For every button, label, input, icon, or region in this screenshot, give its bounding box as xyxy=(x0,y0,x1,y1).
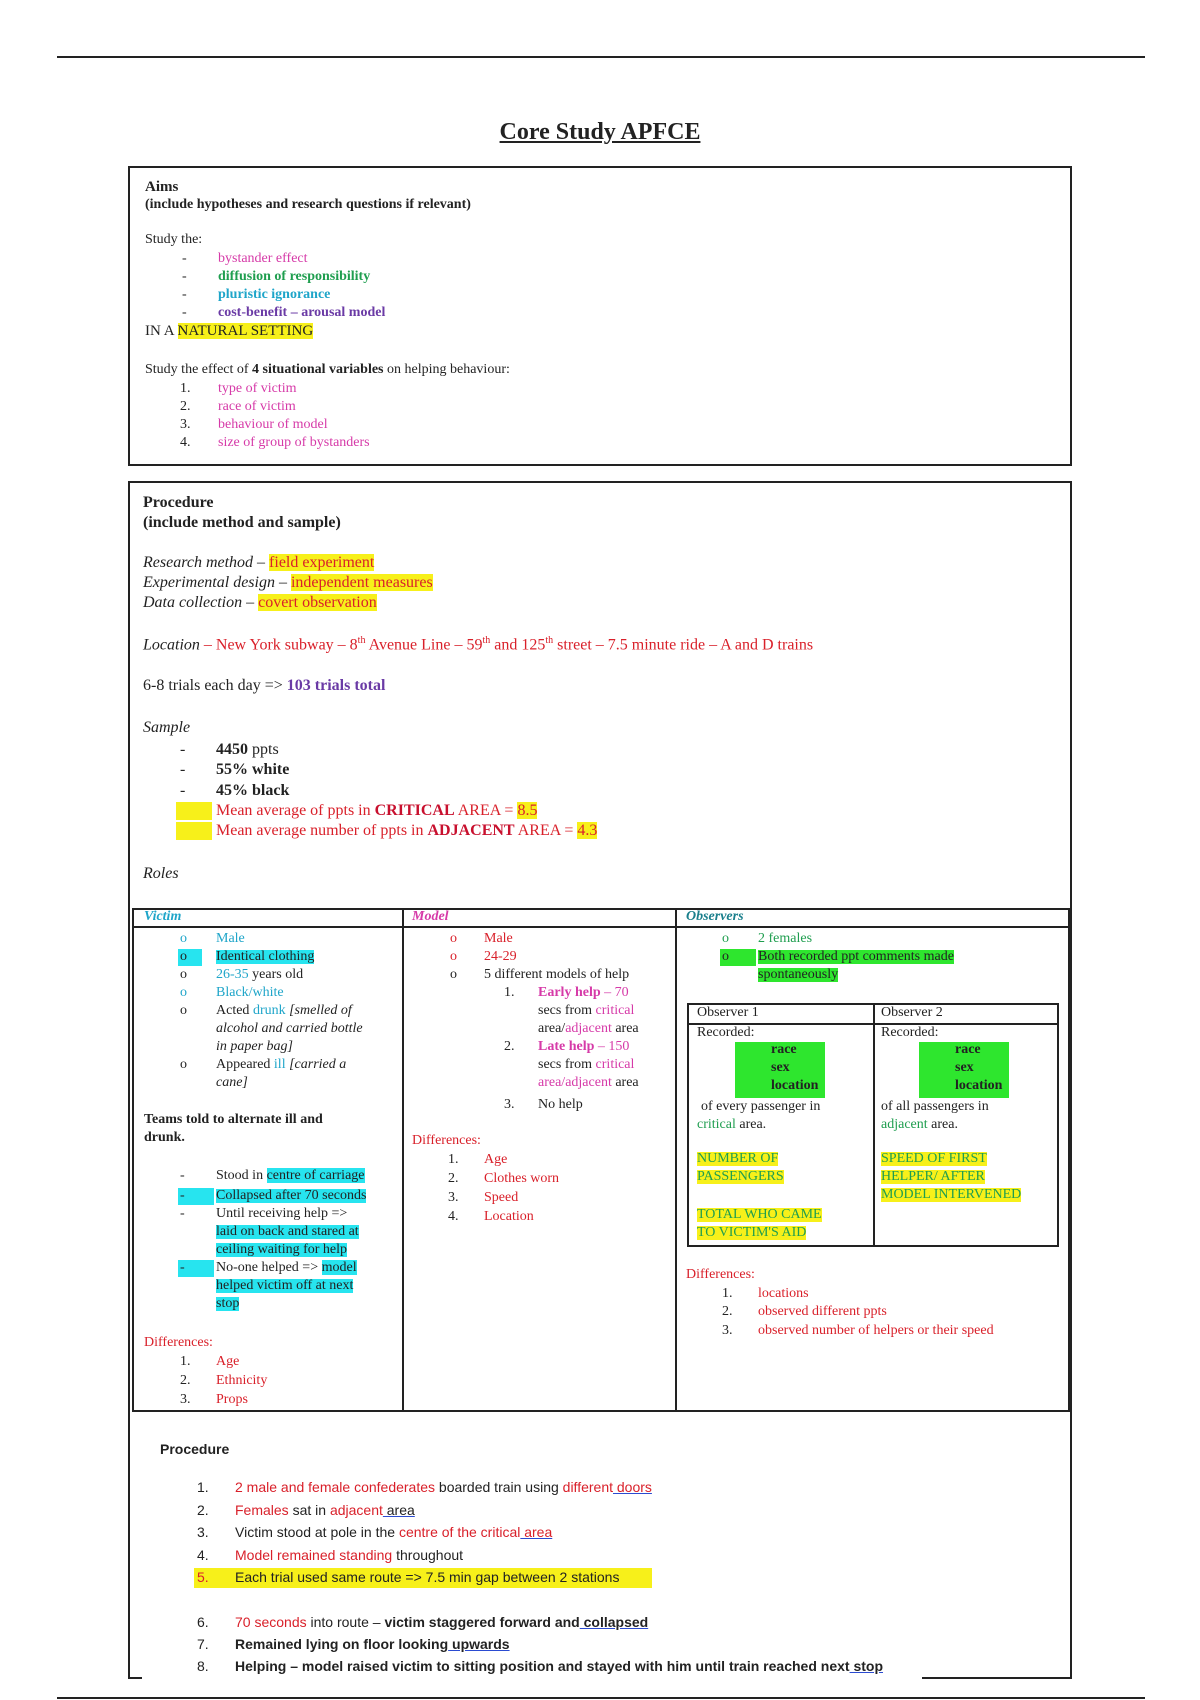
observers-diff-item: locations xyxy=(758,1286,809,1301)
model-diff-item: Clothes worn xyxy=(484,1171,560,1186)
sample-black: 45% black xyxy=(216,782,290,799)
procedure-heading: Procedure xyxy=(143,494,214,511)
model-diff-label: Differences: xyxy=(412,1133,481,1148)
observer1-measure: TOTAL WHO CAME xyxy=(697,1207,822,1222)
teams-line: drunk. xyxy=(144,1130,185,1145)
observer2-measure: SPEED OF FIRST xyxy=(881,1151,987,1166)
observers-bullet: 2 females xyxy=(758,931,813,946)
observer1-record-item: sex xyxy=(771,1060,790,1075)
model-late-cont: secs from critical xyxy=(538,1057,635,1072)
observer1-measure: PASSENGERS xyxy=(697,1169,784,1184)
observers-header: Observers xyxy=(686,909,744,924)
data-collection: Data collection – covert observation xyxy=(143,594,377,611)
observer-table xyxy=(687,1003,1059,1247)
bottom-rule xyxy=(57,1697,1145,1699)
observer2-recorded: Recorded: xyxy=(881,1025,939,1040)
teams-line: Teams told to alternate ill and xyxy=(144,1112,323,1127)
model-bullet: 24-29 xyxy=(484,949,517,964)
observer1-measure: NUMBER OF xyxy=(697,1151,779,1166)
model-early: Early help – 70 xyxy=(538,985,629,1000)
aim-item: pluristic ignorance xyxy=(218,287,331,302)
victim-collapsed: Collapsed after 70 seconds xyxy=(216,1188,367,1203)
aims-heading: Aims xyxy=(145,179,179,195)
procedure-step: Females sat in adjacent area xyxy=(235,1502,415,1518)
aims-study-the: Study the: xyxy=(145,232,203,247)
victim-appeared: Appeared ill [carried a xyxy=(216,1057,347,1072)
victim-header: Victim xyxy=(144,909,182,924)
model-nohelp: No help xyxy=(538,1097,583,1112)
victim-diff-label: Differences: xyxy=(144,1335,213,1350)
observer2-measure: MODEL INTERVENED xyxy=(881,1187,1022,1202)
victim-bullet: Black/white xyxy=(216,985,284,1000)
top-rule xyxy=(57,56,1145,58)
victim-stood: Stood in centre of carriage xyxy=(216,1168,365,1183)
victim-noone: No-one helped => model xyxy=(216,1260,357,1275)
variable-item: size of group of bystanders xyxy=(218,435,370,450)
victim-appeared-cont: cane] xyxy=(216,1075,248,1090)
observer1-measure: TO VICTIM'S AID xyxy=(697,1225,807,1240)
victim-diff-item: Ethnicity xyxy=(216,1373,268,1388)
victim-acted: Acted drunk [smelled of xyxy=(216,1003,352,1018)
aim-item: cost-benefit – arousal model xyxy=(218,305,386,320)
variable-item: race of victim xyxy=(218,399,296,414)
observers-diff-item: observed different ppts xyxy=(758,1304,887,1319)
procedure-step: Remained lying on floor looking upwards xyxy=(235,1636,510,1652)
victim-acted-cont: alcohol and carried bottle xyxy=(216,1021,363,1036)
variables-intro: Study the effect of 4 situational variables on helping behaviour: xyxy=(145,362,510,377)
victim-bullet: Identical clothing xyxy=(216,949,315,964)
model-late-cont: area/adjacent area xyxy=(538,1075,639,1090)
observer2-record-item: sex xyxy=(955,1060,974,1075)
observer1-header: Observer 1 xyxy=(697,1005,759,1020)
aim-item: bystander effect xyxy=(218,251,308,266)
procedure-step: 70 seconds into route – victim staggered forward and collapsed xyxy=(235,1614,649,1630)
procedure-step: Model remained standing throughout xyxy=(235,1547,464,1563)
variable-item: behaviour of model xyxy=(218,417,328,432)
observer1-record-item: race xyxy=(771,1042,797,1057)
sample-label: Sample xyxy=(143,719,191,736)
observers-bullet-cont: spontaneously xyxy=(758,967,839,982)
model-diff-item: Speed xyxy=(484,1190,519,1205)
victim-age: 26-35 years old xyxy=(216,967,304,982)
page-title: Core Study APFCE xyxy=(499,119,701,145)
victim-until-cont: ceiling waiting for help xyxy=(216,1242,348,1257)
observers-diff-item: observed number of helpers or their speed xyxy=(758,1323,994,1338)
procedure-step: Helping – model raised victim to sitting position and stayed with him until train reached next stop xyxy=(235,1658,884,1674)
aim-item: diffusion of responsibility xyxy=(218,269,371,284)
model-early-cont: secs from critical xyxy=(538,1003,635,1018)
trials-line: 6-8 trials each day => 103 trials total xyxy=(143,677,386,694)
victim-bullet: Male xyxy=(216,931,245,946)
observers-bullet: Both recorded ppt comments made xyxy=(758,949,954,964)
procedure-subheading: (include method and sample) xyxy=(143,514,341,531)
procedure-step: Victim stood at pole in the centre of the critical area xyxy=(235,1524,553,1540)
location-line: Location – New York subway – 8th Avenue Line – 59th and 125th street – 7.5 minute ride – A and D trains xyxy=(143,635,814,654)
procedure-step: 2 male and female confederates boarded train using different doors xyxy=(235,1479,652,1495)
victim-noone-cont: helped victim off at next xyxy=(216,1278,354,1293)
natural-setting-line: IN A NATURAL SETTING xyxy=(145,323,314,339)
adjacent-area-mean: Mean average number of ppts in ADJACENT AREA = 4.3 xyxy=(216,822,598,839)
observer2-header: Observer 2 xyxy=(881,1005,943,1020)
model-early-cont: area/adjacent area xyxy=(538,1021,639,1036)
victim-until: Until receiving help => xyxy=(216,1206,348,1221)
observer1-record-item: location xyxy=(771,1078,819,1093)
procedure-box: Procedure (include method and sample) Research method – field experiment Experimental design – independent measures Data collection – covert observation Location – New York subway – 8th Avenue Line – 59th and 125th street – 7.5 minute ride – A and D trains 6-8 trials each day => 103 trials total Sample - 4450 ppts - 55% white - 45% black Mean average of ppts in CRITICAL AREA = 8.5 Mean average number of ppts in ADJACENT AREA = 4.3 Roles xyxy=(128,481,1072,1679)
critical-area-mean: Mean average of ppts in CRITICAL AREA = 8.5 xyxy=(216,802,538,819)
procedure-steps-heading: Procedure xyxy=(160,1441,230,1457)
model-late: Late help – 150 xyxy=(538,1039,630,1054)
observer1-of: of every passenger in xyxy=(701,1099,821,1114)
observer2-record-item: location xyxy=(955,1078,1003,1093)
procedure-step: Each trial used same route => 7.5 min gap between 2 stations xyxy=(235,1569,620,1585)
research-method: Research method – field experiment xyxy=(143,554,375,571)
victim-diff-item: Props xyxy=(216,1392,248,1407)
observer2-of: of all passengers in xyxy=(881,1099,989,1114)
model-bullet: 5 different models of help xyxy=(484,967,630,982)
victim-noone-cont: stop xyxy=(216,1296,240,1311)
victim-diff-item: Age xyxy=(216,1354,240,1369)
observer2-area: adjacent area. xyxy=(881,1117,958,1132)
model-diff-item: Age xyxy=(484,1152,508,1167)
variable-item: type of victim xyxy=(218,381,297,396)
sample-white: 55% white xyxy=(216,761,290,778)
experimental-design: Experimental design – independent measures xyxy=(143,574,433,591)
model-bullet: Male xyxy=(484,931,513,946)
roles-label: Roles xyxy=(143,865,179,882)
observer1-area: critical area. xyxy=(697,1117,767,1132)
model-header: Model xyxy=(412,909,449,924)
observer2-measure: HELPER/ AFTER xyxy=(881,1169,985,1184)
aims-subheading: (include hypotheses and research questions if relevant) xyxy=(145,197,471,212)
aims-box: Aims (include hypotheses and research questions if relevant) Study the: - bystander effect - diffusion of responsibility - pluristic ignorance - cost-benefit – arousal model IN A NATURAL SETTING Study the effect of 4 situational variables on helping behaviour: 1. type of victim 2. race of victim 3. behaviour of model 4. size of group of bystanders xyxy=(128,166,1072,466)
observer2-record-item: race xyxy=(955,1042,981,1057)
victim-acted-cont: in paper bag] xyxy=(216,1039,293,1054)
observers-diff-label: Differences: xyxy=(686,1267,755,1282)
model-diff-item: Location xyxy=(484,1209,534,1224)
victim-until-cont: laid on back and stared at xyxy=(216,1224,359,1239)
observer1-recorded: Recorded: xyxy=(697,1025,755,1040)
sample-ppts: 4450 ppts xyxy=(216,741,279,758)
roles-table: Victim o Male o Identical clothing o 26-35 years old o Black/white o Acted drunk [smelled of alcohol and carried bottle in paper bag] o Appeared ill [carried a cane] Teams told to alternate ill and drunk. - Stood in centre of carriage - Collapsed after 70 seconds - Until receiving help => laid on back and stared at ceiling waiting for help - No-one helped => model helped victim off at next stop Differences: 1. Age 2. Ethnicity 3. Props Model o Male o 24-29 o 5 different models of help 1. Early help – 70 secs from critical area/adjacent area 2. Late help – 150 secs from critical area/adjacent area 3. No help Differences: 1. Age 2. Clothes worn 3. Speed 4. Location Observers o 2 females o Both recorded ppt comments made spontaneously Observer 1 Observer 2 Recorded: race sex location of every passenger in critical area. NUMBER OF PASSENGERS TOTAL WHO CAME TO VICTIM'S AID Recorded: race sex location of all passengers in adjacent area. SPEED OF FIRST HELPER/ AFTER MODEL INTERVENED Differences: 1. locations 2. observed different ppts 3. observed number of helpers or their speed xyxy=(132,908,1070,1412)
